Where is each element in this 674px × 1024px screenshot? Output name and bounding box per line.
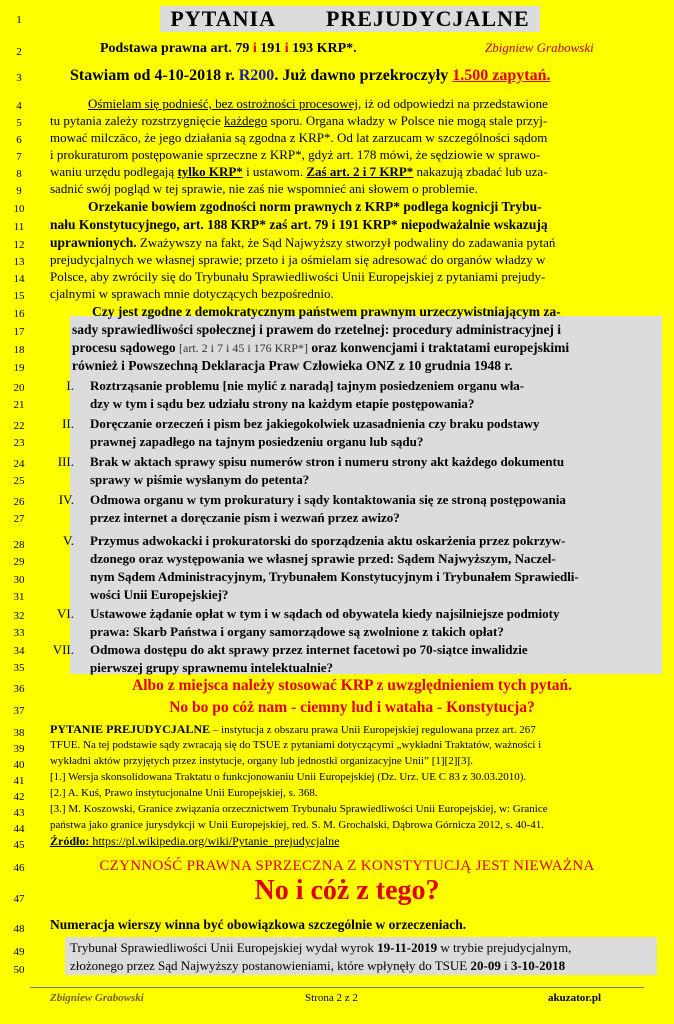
- question-line: nym Sądem Administracyjnym, Trybunałem Konstytucyjnym i Trybunałem Sprawiedli-: [90, 569, 579, 584]
- para2-line14: Polsce, aby zwrócily się do Trybunału Sprawiedliwości Unii Europejskiej z pytaniami prejudy-: [50, 269, 546, 284]
- question-number: IV.: [58, 492, 74, 507]
- question-line: Brak w aktach sprawy spisu numerów stron i numeru strony akt każdego dokumentu: [90, 454, 565, 469]
- question-text: [90, 641, 654, 677]
- line-number: 46: [13, 862, 25, 874]
- question-text: [90, 377, 654, 413]
- line-number: 34: [13, 645, 25, 657]
- slogan-2: No bo po cóż nam - ciemny lud i wataha - Konstytucja?: [169, 699, 535, 716]
- line-number: 32: [13, 610, 25, 622]
- since-line: Stawiam od 4-10-2018 r. R200. Już dawno przekroczyły 1.500 zapytań.: [70, 67, 551, 84]
- line-number: 28: [13, 539, 25, 551]
- line-number: 5: [16, 117, 22, 129]
- para1-line7: i prokuraturom postępowanie sprzeczne z KRP*, gdyż art. 178 mówi, że sędziowie w sprawo-: [50, 147, 541, 162]
- title-left: PYTANIA: [170, 6, 276, 31]
- line-number: 14: [13, 273, 25, 285]
- definition-42: [2.] A. Kuś, Prawo instytucjonalne Unii Europejskiej, s. 368.: [50, 787, 318, 799]
- question-line: Ustawowe żądanie opłat w tym i w sądach od obywatela kiedy najsilniejsze podmioty: [90, 606, 560, 621]
- question-text: [90, 415, 654, 451]
- question-intro-16: Czy jest zgodne z demokratycznym państwem prawnym urzeczywistniającym za-: [92, 304, 561, 319]
- line-number: 1: [16, 14, 22, 26]
- big-question: No i cóż z tego?: [254, 875, 440, 906]
- footer-author: Zbigniew Grabowski: [50, 992, 144, 1004]
- tsue-line-50: złożonego przez Sąd Najwyższy postanowieniami, które wpłynęły do TSUE 20-09 i 3-10-2018: [70, 958, 566, 973]
- question-intro-17: sady sprawiedliwości społecznej i prawem do rzetelnej: procedury administracyjnej i: [72, 322, 562, 337]
- para2-line15: cjalnymi w sprawach mnie dotyczących bezpośrednio.: [50, 286, 334, 301]
- question-intro-19: również i Powszechną Deklaracja Praw Człowieka ONZ z 10 grudnia 1948 r.: [72, 358, 513, 373]
- line-number: 31: [13, 591, 25, 603]
- line-number: 24: [13, 458, 25, 470]
- question-line: prawa: Skarb Państwa i organy samorządowe są zwolnione z takich opłat?: [90, 624, 504, 639]
- question-text: [90, 453, 654, 489]
- question-line: Doręczanie orzeczeń i pism bez jakiegokolwiek uzasadnienia czy braku podstawy: [90, 416, 540, 431]
- line-number: 23: [13, 437, 25, 449]
- line-number: 42: [13, 791, 25, 803]
- question-intro-18: procesu sądowego [art. 2 i 7 i 45 i 176 KRP*] oraz konwencjami i traktatami europejskimi: [72, 340, 570, 355]
- question-line: prawnej zapadłego na tajnym posiedzeniu organu lub sądu?: [90, 434, 424, 449]
- line-number: 9: [16, 185, 22, 197]
- line-number: 3: [16, 72, 22, 84]
- line-number: 45: [13, 839, 25, 851]
- legal-basis: Podstawa prawna art. 79 i 191 i 193 KRP*.: [100, 41, 357, 56]
- question-line: Roztrząsanie problemu [nie mylić z naradą] tajnym posiedzeniem organu wła-: [90, 378, 525, 393]
- line-number: 38: [13, 727, 25, 739]
- line-number: 17: [13, 326, 25, 338]
- line-number: 41: [13, 775, 25, 787]
- line-number: 43: [13, 807, 25, 819]
- definition-41: [1.] Wersja skonsolidowana Traktatu o funkcjonowaniu Unii Europejskiej (Dz. Urz. UE C 83 z 30.03.2010).: [50, 771, 527, 783]
- definition-43: [3.] M. Koszowski, Granice związania orzecznictwem Trybunału Sprawiedliwości Unii Europejskiej, w: Granice: [50, 803, 548, 815]
- line-number: 39: [13, 743, 25, 755]
- line-number: 40: [13, 759, 25, 771]
- para1-line8: waniu urzędu podlegają tylko KRP* i ustawom. Zaś art. 2 i 7 KRP* nakazują zbadać lub uza-: [50, 164, 548, 179]
- question-number: VII.: [52, 642, 74, 657]
- line-number: 11: [13, 221, 25, 233]
- definition-38: PYTANIE PREJUDYCJALNE – instytucja z obszaru prawa Unii Europejskiej regulowana przez art. 267: [50, 722, 536, 736]
- definition-40: wykładni aktów przyjętych przez instytucje, organy lub jednostki organizacyjne Unii” [1][2][3].: [50, 755, 473, 767]
- source-line: Źródło: https://pl.wikipedia.org/wiki/Pytanie_prejudycjalne: [50, 834, 340, 848]
- line-number: 16: [13, 308, 25, 320]
- numbering-note: Numeracja wierszy winna być obowiązkowa szczególnie w orzeczeniach.: [50, 917, 467, 932]
- line-number: 13: [13, 256, 25, 268]
- question-number: V.: [63, 533, 74, 548]
- page-title: [160, 6, 540, 32]
- para2-line10: Orzekanie bowiem zgodności norm prawnych z KRP* podlega kognicji Trybu-: [88, 199, 542, 214]
- para2-line11: nału Konstytucyjnego, art. 188 KRP* zaś art. 79 i 191 KRP* niepodważalnie wskazują: [50, 217, 548, 232]
- line-number: 44: [13, 823, 25, 835]
- query-count: 1.500 zapytań.: [452, 67, 551, 84]
- line-number: 7: [16, 151, 22, 163]
- question-line: wości Unii Europejskiej?: [90, 587, 229, 602]
- line-number: 29: [13, 556, 25, 568]
- line-number: 18: [13, 344, 25, 356]
- line-number: 33: [13, 627, 25, 639]
- para1-line6: mować milczāco, że jego działania są zgodna z KRP*. Od lat zarzucam w szczególności sądom: [50, 130, 548, 145]
- footer-divider: [30, 987, 644, 988]
- question-number: VI.: [57, 606, 74, 621]
- line-number: 19: [13, 362, 25, 374]
- question-line: pierwszej grupy sprawnemu intelektualnie?: [90, 660, 334, 675]
- question-line: dzy w tym i sądu bez udziału strony na każdym etapie postępowania?: [90, 396, 475, 411]
- question-text: [90, 532, 654, 604]
- line-number: 21: [13, 399, 25, 411]
- line-number: 10: [13, 203, 25, 215]
- question-line: przez internet a doręczanie pism i wezwań przez awizo?: [90, 510, 400, 525]
- question-number: II.: [62, 416, 74, 431]
- question-line: sprawy w piśmie wysłanym do petenta?: [90, 472, 310, 487]
- line-number: 48: [13, 923, 25, 935]
- para2-line12: uprawnionych. Zważywszy na fakt, że Sąd Najwyższy stworzył podwaliny do zadawania pytań: [50, 235, 556, 250]
- line-number: 6: [16, 134, 22, 146]
- question-line: Przymus adwokacki i prokuratorski do sporządzenia aktu oskarżenia przez pokrzyw-: [90, 533, 566, 548]
- line-number: 12: [13, 239, 25, 251]
- question-number: I.: [66, 378, 74, 393]
- definition-44: państwa jako granice jurysdykcji w Unii Europejskiej, red. S. M. Grochalski, Dąbrowa Górnicza 2012, s. 40-41.: [50, 819, 544, 831]
- question-line: dzonego oraz występowania we własnej sprawie przed: Sądem Najwyższym, Naczel-: [90, 551, 556, 566]
- line-number: 35: [13, 662, 25, 674]
- question-line: Odmowa organu w tym prokuratury i sądy kontaktowania się ze stroną postępowania: [90, 492, 566, 507]
- tsue-line-49: Trybunał Sprawiedliwości Unii Europejskiej wydał wyrok 19-11-2019 w trybie prejudycjalnym,: [70, 940, 572, 955]
- line-number: 22: [13, 420, 25, 432]
- line-number: 36: [13, 683, 25, 695]
- line-number: 49: [13, 946, 25, 958]
- line-number: 26: [13, 496, 25, 508]
- question-number: III.: [57, 454, 74, 469]
- line-number: 47: [13, 893, 25, 905]
- para1-line9: sadnić swój pogląd w tej sprawie, nie zaś nie wspomnieć ani słowem o problemie.: [50, 181, 478, 196]
- question-text: [90, 491, 654, 527]
- line-number: 2: [16, 46, 22, 58]
- line-number: 25: [13, 475, 25, 487]
- source-link[interactable]: https://pl.wikipedia.org/wiki/Pytanie_prejudycjalne: [89, 834, 340, 848]
- statement: CZYNNOŚĆ PRAWNA SPRZECZNA Z KONSTYTUCJĄ JEST NIEWAŻNA: [99, 858, 595, 874]
- line-number: 30: [13, 574, 25, 586]
- footer-site[interactable]: akuzator.pl: [548, 992, 602, 1004]
- para2-line13: prejudycjalnych we własnej sprawie; przeto i ja ośmielam się adresować do organów władzy w: [50, 252, 546, 267]
- author-top: Zbigniew Grabowski: [485, 40, 594, 55]
- title-right: PREJUDYCJALNE: [325, 6, 530, 31]
- question-line: Odmowa dostępu do akt sprawy przez internet facetowi po 70-siątce inwalidzie: [90, 642, 528, 657]
- line-number: 4: [16, 100, 22, 112]
- para1-line5: tu pytania zależy rozstrzygnięcie każdego sporu. Organa władzy w Polsce nie mogą stale przyj-: [50, 113, 548, 128]
- line-number: 37: [13, 705, 25, 717]
- line-number: 50: [13, 964, 25, 976]
- definition-39: TFUE. Na tej podstawie sądy zwracają się do TSUE z pytaniami dotyczącymi „wykładni Traktatów, ważności i: [50, 739, 542, 751]
- line-number: 20: [13, 382, 25, 394]
- para1-line4: Ośmielam się podnieść, bez ostrożności procesowej, iż od odpowiedzi na przedstawione: [88, 96, 548, 111]
- footer-page: Strona 2 z 2: [305, 992, 358, 1004]
- slogan-1: Albo z miejsca należy stosować KRP z uwzględnieniem tych pytań.: [132, 677, 572, 694]
- question-text: [90, 605, 654, 641]
- line-number: 27: [13, 513, 25, 525]
- line-number: 8: [16, 168, 22, 180]
- line-number: 15: [13, 290, 25, 302]
